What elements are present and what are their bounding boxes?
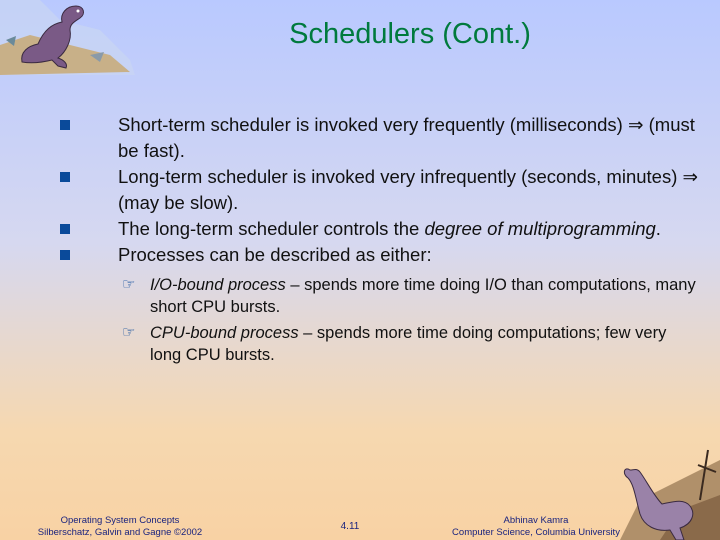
bullet-list	[60, 112, 700, 370]
pointing-hand-icon: ☞	[122, 276, 136, 293]
square-bullet-icon	[60, 172, 70, 182]
square-bullet-icon	[60, 224, 70, 234]
slide-title: Schedulers (Cont.)	[289, 18, 531, 50]
bullet-item: Processes can be described as either:	[60, 242, 700, 268]
implies-symbol: ⇒	[627, 114, 644, 135]
square-bullet-icon	[60, 120, 70, 130]
emphasis-term: degree of multiprogramming	[424, 218, 656, 239]
bullet-item: Short-term scheduler is invoked very frequently (milliseconds) ⇒ (must be fast).	[60, 112, 700, 164]
sub-bullet-item: ☞ CPU-bound process – spends more time doing computations; few very long CPU bursts.	[122, 324, 667, 364]
pointing-hand-icon: ☞	[122, 324, 136, 341]
footer-author-credit: Abhinav Kamra Computer Science, Columbia University	[452, 515, 620, 538]
sub-bullet-item: ☞ I/O-bound process – spends more time doing I/O than computations, many short CPU bursts.	[122, 276, 696, 316]
sub-bullet-list	[60, 274, 700, 366]
dinosaur-logo-top-left	[0, 0, 135, 75]
footer-book-credit: Operating System Concepts Silberschatz, Galvin and Gagne ©2002	[37, 515, 203, 538]
bullet-item: The long-term scheduler controls the degree of multiprogramming.	[60, 216, 700, 242]
sub-bullet-term: CPU-bound process	[150, 324, 299, 342]
page-number: 4.11	[340, 521, 360, 532]
implies-symbol: ⇒	[682, 166, 699, 187]
sub-bullet-term: I/O-bound process	[150, 276, 286, 294]
square-bullet-icon	[60, 250, 70, 260]
bullet-item: Long-term scheduler is invoked very infrequently (seconds, minutes) ⇒ (may be slow).	[60, 164, 700, 216]
